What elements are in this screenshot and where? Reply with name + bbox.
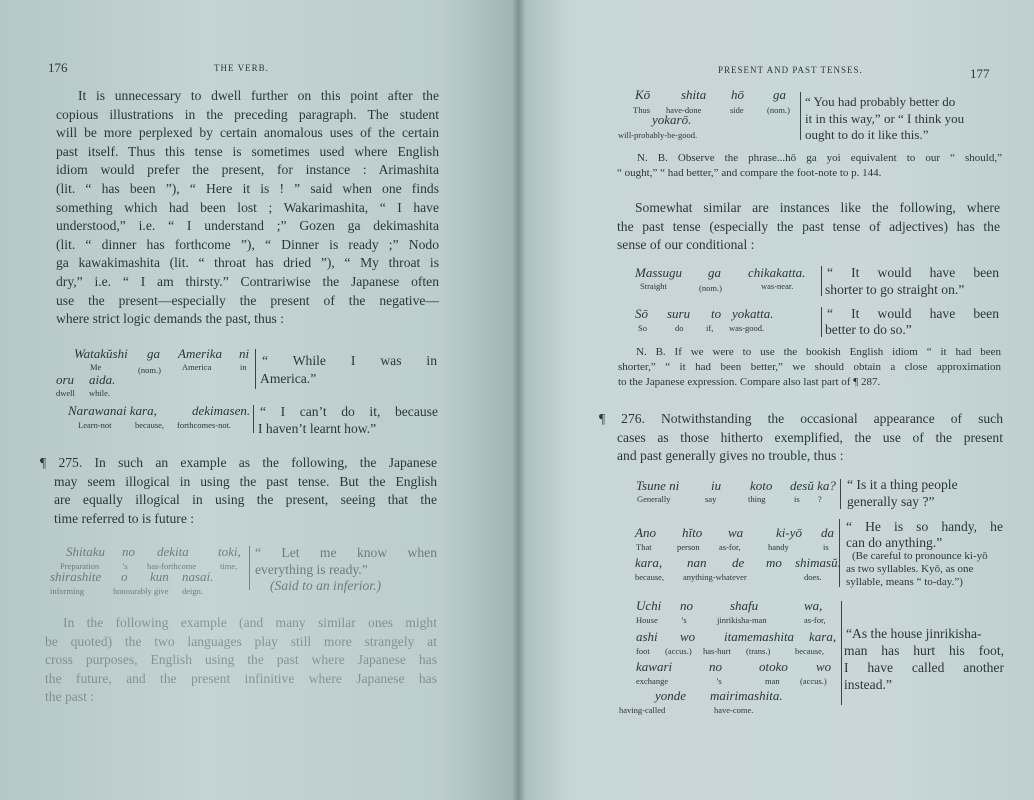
text-line: something which had been lost ; Wakarimashita, “ I have — [56, 199, 439, 215]
jp-word: Kō — [635, 87, 651, 102]
jp-word: hō — [731, 87, 744, 102]
text-line: the past : — [45, 689, 95, 705]
jp-word: Tsune ni — [636, 478, 680, 493]
page-number: 177 — [970, 66, 990, 81]
gloss: in — [240, 362, 247, 372]
gloss: (trans.) — [746, 646, 771, 656]
gloss: ’s — [681, 615, 687, 625]
note-line: shorter,” “ it had been better,” we should obtain a close approximation — [618, 361, 1001, 373]
jp-word: desŭ ka? — [790, 478, 836, 493]
jp-word: Watakŭshi — [74, 346, 128, 361]
jp-word: o — [121, 569, 128, 584]
gloss: That — [636, 542, 652, 552]
translation-line: “ It would have been — [827, 306, 999, 321]
jp-word: Massugu — [635, 265, 682, 280]
gloss: time, — [220, 561, 238, 571]
text-line: are equally illogical in using the present, seeing that the — [54, 492, 437, 508]
gloss: handy — [768, 542, 789, 552]
gloss: if, — [706, 323, 714, 333]
text-line: Somewhat similar are instances like the following, where — [635, 200, 1000, 215]
paragraph-somewhat-similar — [617, 199, 1000, 255]
jp-word: ni — [239, 346, 250, 361]
jp-word: de — [732, 555, 745, 570]
gloss: foot — [636, 646, 650, 656]
gloss: ’s — [122, 561, 128, 571]
translation-note: (Be careful to pronounce ki-yō — [852, 550, 988, 562]
jp-word: kara, — [635, 555, 663, 570]
jp-word: itamemashita — [724, 629, 795, 644]
gloss: Preparation — [60, 561, 100, 571]
jp-word: dekita — [157, 544, 189, 559]
jp-word: no — [709, 659, 722, 674]
jp-word: wa, — [804, 598, 823, 613]
translation-line: “ He is so handy, he — [846, 519, 1003, 534]
note-line: N. B. If we were to use the bookish English idiom “ it had been — [636, 346, 1001, 358]
note-line: N. B. Observe the phrase...hō ga yoi equivalent to our “ should,” — [637, 152, 1002, 164]
jp-word: ashi — [636, 629, 658, 644]
note-nb1 — [617, 151, 1002, 181]
text-line: dry,” i.e. “ I am thirsty.” Contrariwise the Japanese often — [56, 273, 439, 289]
gloss: America — [182, 362, 212, 372]
jp-word: no — [122, 544, 135, 559]
text-line: ¶ 276. Notwithstanding the occasional appearance of such — [599, 411, 1003, 426]
text-line: the future, and the present infinitive where Japanese has — [45, 670, 437, 686]
running-head: THE VERB. — [214, 63, 269, 73]
jp-word: hĭto — [682, 525, 703, 540]
gloss: was-good. — [729, 323, 765, 333]
book-gutter — [512, 0, 526, 800]
page-number: 176 — [48, 60, 68, 75]
jp-word: Shitaku — [66, 544, 105, 559]
gloss: dwell — [56, 388, 75, 398]
translation-note: syllable, means “ to-day.”) — [846, 576, 963, 588]
jp-word: shirashite — [50, 569, 102, 584]
gloss: (nom.) — [699, 283, 722, 293]
translation-line: instead.” — [844, 677, 892, 692]
gloss: ? — [818, 494, 822, 504]
text-line: cases as those hitherto exemplified, the use of the present — [617, 429, 1003, 445]
text-line: past itself. Thus this tense is sometimes used where English — [56, 143, 439, 159]
text-line: will be more perplexed by certain anomalous uses of the certain — [56, 125, 439, 141]
jp-word: ga — [147, 346, 160, 361]
translation-line: “ Is it a thing people — [847, 477, 958, 492]
translation-line: I have called another — [844, 660, 1004, 675]
gloss: informing — [50, 586, 84, 596]
note-line: to the Japanese expression. Compare also last part of ¶ 287. — [618, 376, 881, 388]
gloss: because, — [135, 420, 165, 430]
jp-word: nan — [687, 555, 707, 570]
text-line: copious illustrations in the preceding paragraph. The student — [56, 106, 439, 122]
translation-line: “ It would have been — [827, 265, 999, 280]
gloss: Learn-not — [78, 420, 112, 430]
jp-word: yokatta. — [732, 306, 774, 321]
gloss: because, — [635, 572, 665, 582]
translation-line: man has hurt his foot, — [844, 643, 1004, 658]
jp-word: no — [680, 598, 693, 613]
gloss: have-come. — [714, 705, 754, 715]
gloss: person — [677, 542, 700, 552]
gloss: man — [765, 676, 780, 686]
gloss: thing — [748, 494, 766, 504]
jp-word: nasai. — [182, 569, 214, 584]
translation-line: America.” — [260, 371, 317, 386]
gloss: will-probably-be-good. — [618, 130, 698, 140]
jp-word: oru — [56, 372, 75, 387]
text-line: and past generally gives no trouble, thus : — [617, 448, 844, 464]
gloss: was-near. — [761, 281, 794, 291]
jp-word: suru — [667, 306, 691, 321]
gloss: while. — [89, 388, 111, 398]
gloss: is — [794, 494, 800, 504]
jp-word: shimasŭ. — [795, 555, 841, 570]
gloss: Generally — [637, 494, 671, 504]
jp-word: mairimashita. — [710, 688, 783, 703]
translation-line: everything is ready.” — [255, 562, 368, 577]
running-head: PRESENT AND PAST TENSES. — [718, 65, 863, 75]
text-line: the past tense (especially the past tense of adjectives) has the — [617, 218, 1000, 234]
jp-word: kun — [150, 569, 169, 584]
jp-word: kara, — [809, 629, 837, 644]
gloss: as-for, — [719, 542, 741, 552]
text-line: sense of our conditional : — [617, 237, 755, 253]
gloss: because, — [795, 646, 825, 656]
jp-word: Uchi — [636, 598, 662, 613]
jp-word: otoko — [759, 659, 788, 674]
paragraph-275 — [40, 454, 437, 528]
text-line: cross purposes, English using the past where Japanese has — [45, 652, 437, 668]
jp-word: toki, — [218, 544, 241, 559]
jp-word: ga — [773, 87, 786, 102]
gloss: Straight — [640, 281, 667, 291]
text-line: idiom would prefer the present, for instance : Arimashita — [56, 162, 439, 178]
jp-word: aida. — [89, 372, 116, 387]
gloss: exchange — [636, 676, 669, 686]
text-line: be quoted) the two languages play still more strangely at — [45, 633, 437, 649]
brace — [821, 266, 822, 296]
translation-line: it in this way,” or “ I think you — [805, 111, 965, 126]
gloss: have-done — [666, 105, 702, 115]
jp-word: Narawanai kara, — [68, 403, 157, 418]
text-line: may seem illogical in using the past tense. But the English — [54, 473, 437, 489]
gloss: Thus — [633, 105, 650, 115]
jp-word: to — [711, 306, 722, 321]
gloss: deign. — [182, 586, 204, 596]
gloss: (accus.) — [800, 676, 827, 686]
jp-word: shafu — [730, 598, 759, 613]
translation-line: generally say ?” — [847, 494, 935, 509]
gloss: anything-whatever — [683, 572, 747, 582]
text-line: ga kawakimashita (lit. “ throat has dried ”), “ My throat is — [56, 255, 439, 271]
gloss: forthcomes-not. — [177, 420, 232, 430]
gloss: jinrikisha-man — [717, 615, 767, 625]
text-line: (lit. “ dinner has forthcome ”), “ Dinner is ready ;” Nodo — [56, 236, 439, 252]
jp-word: wo — [816, 659, 832, 674]
jp-word: ga — [708, 265, 721, 280]
translation-line: “ While I was in — [262, 353, 437, 368]
jp-word: Sō — [635, 306, 648, 321]
brace — [253, 405, 254, 433]
text-line: time referred to is future : — [54, 510, 195, 526]
paragraph-following-example — [45, 614, 437, 707]
brace — [841, 601, 842, 705]
brace — [255, 349, 256, 389]
jp-word: koto — [750, 478, 773, 493]
gloss: does. — [804, 572, 822, 582]
translation-note: as two syllables. Kyō, as one — [846, 563, 974, 575]
jp-word: shita — [681, 87, 707, 102]
translation-line: (Said to an inferior.) — [270, 578, 382, 593]
gloss: has-forthcome — [147, 561, 197, 571]
brace — [249, 546, 250, 590]
gloss: So — [638, 323, 647, 333]
gloss: House — [636, 615, 658, 625]
translation-line: “ You had probably better do — [805, 94, 956, 109]
gloss: Me — [90, 362, 102, 372]
brace — [800, 92, 801, 140]
translation-line: “As the house jinrikisha- — [846, 626, 982, 641]
right-page — [519, 0, 1034, 800]
gloss: (nom.) — [767, 105, 790, 115]
jp-word: yokarō. — [652, 112, 692, 127]
gloss: is — [823, 542, 829, 552]
gloss: as-for, — [804, 615, 826, 625]
note-line: “ ought,” “ had better,” and compare the foot-note to p. 144. — [617, 167, 882, 179]
jp-word: Ano — [635, 525, 656, 540]
jp-word: wa — [728, 525, 744, 540]
text-line: In the following example (and many similar ones might — [63, 615, 437, 630]
text-line: It is unnecessary to dwell further on this point after the — [78, 88, 439, 103]
jp-word: chikakatta. — [748, 265, 806, 280]
gloss: having-called — [619, 705, 666, 715]
jp-word: kawari — [636, 659, 673, 674]
note-nb2 — [618, 345, 1001, 390]
jp-word: ki-yō — [776, 525, 802, 540]
jp-word: mo — [766, 555, 782, 570]
gloss: ’s — [716, 676, 722, 686]
gloss: honourably give — [113, 586, 169, 596]
text-line: (lit. “ has been ”), “ Here it is ! ” said when one finds — [56, 180, 439, 196]
text-line: understood,” i.e. “ I understand ;” Gozen ga dekimashita — [56, 218, 439, 234]
jp-word: dekimasen. — [192, 403, 251, 418]
translation-line: “ I can’t do it, because — [260, 404, 438, 419]
translation-line: I haven’t learnt how.” — [258, 421, 377, 436]
jp-word: yonde — [655, 688, 687, 703]
paragraph-276 — [599, 410, 1003, 466]
translation-line: can do anything.” — [846, 535, 943, 550]
text-line: ¶ 275. In such an example as the following, the Japanese — [40, 455, 437, 470]
gloss: has-hurt — [703, 646, 731, 656]
text-line: where strict logic demands the past, thus : — [56, 311, 285, 327]
brace — [821, 307, 822, 337]
translation-line: better to do so.” — [825, 322, 912, 337]
translation-line: ought to do it like this.” — [805, 127, 929, 142]
text-line: use the present—especially the present of the negative— — [56, 292, 439, 308]
brace — [840, 479, 841, 509]
gloss: (nom.) — [138, 365, 161, 375]
jp-word: wo — [680, 629, 696, 644]
jp-word: Amerika — [178, 346, 223, 361]
gloss: do — [675, 323, 684, 333]
jp-word: iu — [711, 478, 722, 493]
gloss: say — [705, 494, 717, 504]
translation-line: shorter to go straight on.” — [825, 282, 965, 297]
translation-line: “ Let me know when — [255, 545, 437, 560]
jp-word: da — [821, 525, 834, 540]
gloss: side — [730, 105, 744, 115]
paragraph-anomalous-past — [56, 87, 439, 329]
brace — [839, 519, 840, 587]
gloss: (accus.) — [665, 646, 692, 656]
